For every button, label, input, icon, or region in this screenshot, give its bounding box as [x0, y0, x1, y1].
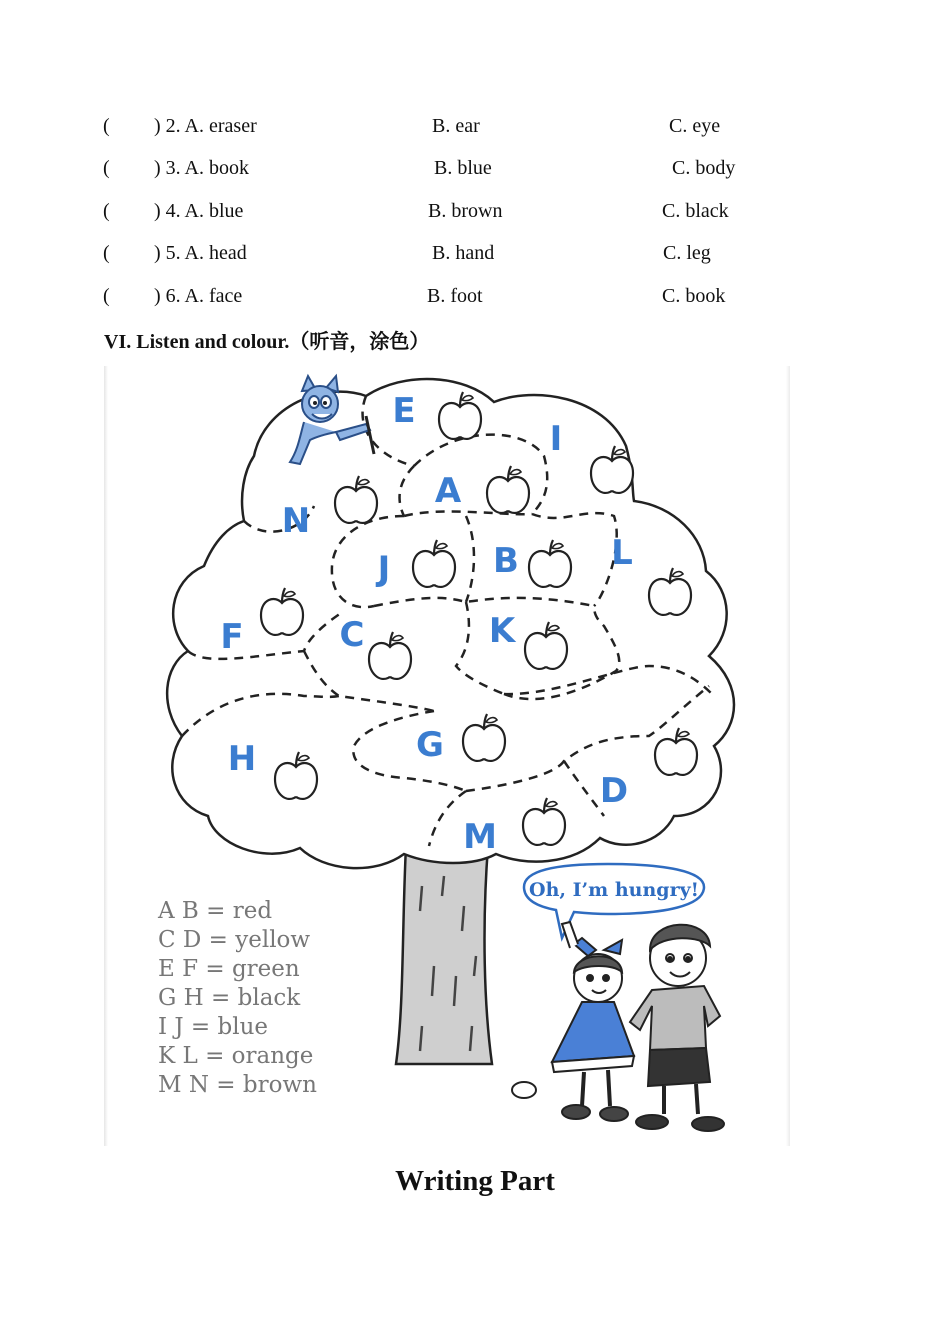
region-letter: N: [281, 501, 311, 541]
region-letter: A: [434, 471, 462, 511]
question-a: ) 2. A. eraser: [154, 115, 257, 137]
speech-text: Oh, I’m hungry!: [529, 879, 699, 901]
region-letter: C: [339, 615, 365, 655]
region-letter: K: [488, 611, 516, 651]
region-letter: F: [220, 617, 244, 657]
question-row: [0, 115, 950, 145]
writing-part-title: Writing Part: [395, 1165, 555, 1197]
region-letter: D: [599, 771, 629, 811]
question-a: ) 6. A. face: [154, 285, 243, 307]
question-a: ) 4. A. blue: [154, 200, 244, 222]
region-letter: H: [227, 739, 257, 779]
option-c: C. body: [672, 157, 736, 179]
section-title: VI. Listen and colour.（听音，涂色）: [104, 331, 430, 353]
question-row: [0, 200, 950, 230]
key-item: I J = blue: [158, 1014, 269, 1040]
question-a: ) 5. A. head: [154, 242, 247, 264]
answer-paren: (: [103, 285, 110, 307]
question-a: ) 3. A. book: [154, 157, 249, 179]
key-item: C D = yellow: [158, 927, 311, 953]
key-item: A B = red: [158, 898, 273, 924]
question-row: [0, 242, 950, 272]
option-c: C. black: [662, 200, 729, 222]
region-letter: E: [392, 391, 416, 431]
answer-paren: (: [103, 115, 110, 137]
question-row: [0, 157, 950, 187]
girl-character: [512, 922, 634, 1121]
region-letter: M: [463, 817, 497, 857]
region-letter: L: [611, 533, 633, 573]
region-letter: I: [549, 419, 563, 459]
option-c: C. book: [662, 285, 726, 307]
tree-canopy: [167, 379, 734, 868]
boy-character: [630, 925, 724, 1131]
color-key: [157, 898, 317, 1098]
key-item: G H = black: [158, 985, 301, 1011]
key-item: E F = green: [158, 956, 300, 982]
option-b: B. brown: [428, 200, 503, 222]
key-item: K L = orange: [158, 1043, 314, 1069]
option-b: B. foot: [427, 285, 483, 307]
question-row: [0, 285, 950, 315]
option-b: B. hand: [432, 242, 495, 264]
option-c: C. leg: [663, 242, 711, 264]
answer-paren: (: [103, 157, 110, 179]
key-item: M N = brown: [158, 1072, 317, 1098]
tree-illustration: [104, 366, 790, 1146]
tree-trunk: [396, 846, 492, 1064]
answer-paren: (: [103, 242, 110, 264]
region-letter: J: [377, 549, 391, 589]
option-b: B. ear: [432, 115, 480, 137]
option-c: C. eye: [669, 115, 721, 137]
option-b: B. blue: [434, 157, 492, 179]
answer-paren: (: [103, 200, 110, 222]
region-letter: B: [493, 541, 519, 581]
region-letter: G: [416, 725, 444, 765]
